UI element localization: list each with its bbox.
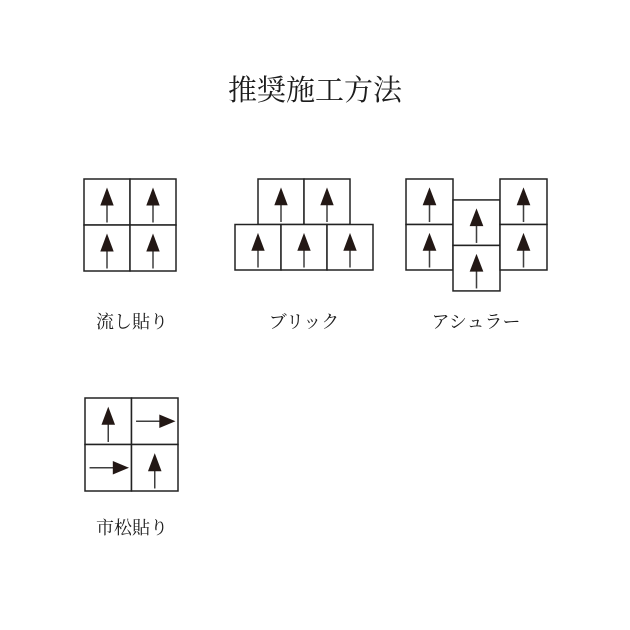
pattern-ashlar-label: アシュラー [431,312,521,332]
pattern-nagashibari-grid [82,177,178,273]
pattern-nagashibari-label: 流し貼り [96,312,168,332]
pattern-ichimatsu-grid [83,396,180,493]
pattern-ashlar-grid [404,177,549,293]
pattern-brick-grid [233,177,375,272]
pattern-ichimatsu-label: 市松貼り [96,518,168,538]
pattern-brick-label: ブリック [268,312,340,332]
page-title: 推奨施工方法 [227,75,402,107]
